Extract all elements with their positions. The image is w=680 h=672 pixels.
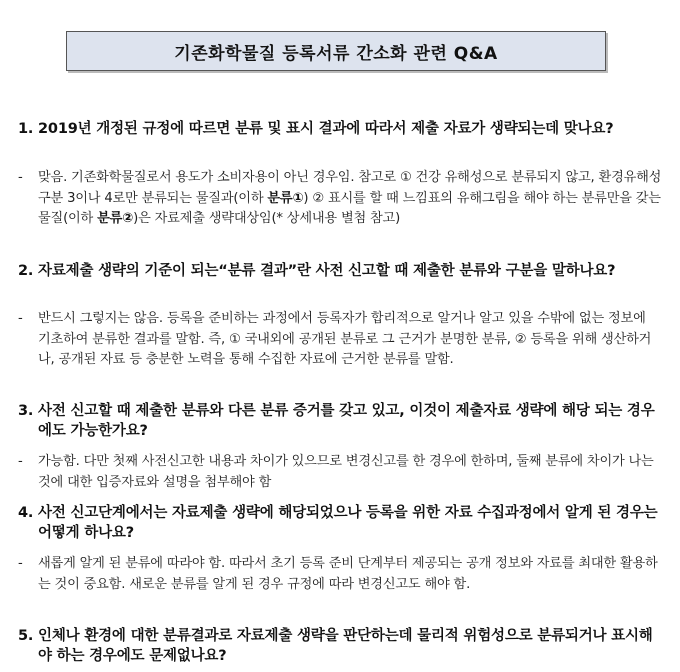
answer-4 [18, 554, 662, 595]
answer-2-text: 반드시 그렇지는 않음. 등록을 준비하는 과정에서 등록자가 합리적으로 알거나 알고 있을 수밖에 없는 정보에 기초하여 분류한 결과를 말함. 즉, ① 국내외에 공개된 분류로 그 근거가 분명한 분류, ② 등록을 위해 생산하거나, 공개된 자료 등 충분한 노력을 통해 수집한 자료에 근거한 분류를 말함. [38, 311, 652, 367]
answer-1-text: 맞음. 기존화학물질로서 용도가 소비자용이 아닌 경우임. 참고로 ① 건강 유해성으로 분류되지 않고, 환경유해성 구분 3이나 4로만 분류되는 물질과(이하 분류①) ② 표시를 할 때 느낌표의 유해그림을 해야 하는 분류만을 갖는 물질(이하 분류②)은 자료제출 생략대상임(* 상세내용 별첨 참고) [38, 170, 662, 226]
answer-3-text: 가능함. 다만 첫째 사전신고한 내용과 차이가 있으므로 변경신고를 한 경우에 한하며, 둘째 분류에 차이가 나는 것에 대한 입증자료와 설명을 첨부해야 함 [38, 454, 654, 490]
answer-4-text: 새롭게 알게 된 분류에 따라야 함. 따라서 초기 등록 준비 단계부터 제공되는 공개 정보와 자료를 최대한 활용하는 것이 중요함. 새로운 분류를 알게 된 경우 규정에 따라 변경신고도 해야 함. [38, 556, 658, 592]
answer-3 [18, 452, 662, 493]
document-title: 기존화학물질 등록서류 간소화 관련 Q&A [174, 43, 498, 64]
question-5-text: 5. 인체나 환경에 대한 분류결과로 자료제출 생략을 판단하는데 물리적 위험성으로 분류되거나 표시해야 하는 경우에도 문제없나요? [18, 628, 653, 664]
question-5 [18, 626, 662, 666]
question-3-text: 3. 사전 신고할 때 제출한 분류와 다른 분류 증거를 갖고 있고, 이것이 제출자료 생략에 해당 되는 경우에도 가능한가요? [18, 403, 655, 439]
term-bold-2: 분류② [97, 211, 134, 226]
document-title-box [66, 31, 606, 71]
question-4 [18, 503, 662, 543]
answer-1 [18, 168, 662, 230]
term-bold-1: 분류① [267, 190, 304, 206]
question-1 [18, 119, 662, 139]
question-4-text: 4. 사전 신고단계에서는 자료제출 생략에 해당되었으나 등록을 위한 자료 수집과정에서 알게 된 경우는 어떻게 하나요? [18, 505, 658, 541]
question-2-text: 2. 자료제출 생략의 기준이 되는“분류 결과”란 사전 신고할 때 제출한 분류와 구분을 말하나요? [18, 263, 616, 279]
answer-dash: - [18, 454, 23, 469]
answer-dash: - [18, 170, 23, 185]
answer-2 [18, 309, 662, 371]
answer-dash: - [18, 311, 23, 326]
question-1-text: 1. 2019년 개정된 규정에 따르면 분류 및 표시 결과에 따라서 제출 자료가 생략되는데 맞나요? [18, 121, 614, 137]
question-3 [18, 401, 662, 441]
question-2 [18, 261, 662, 281]
answer-dash: - [18, 556, 23, 571]
